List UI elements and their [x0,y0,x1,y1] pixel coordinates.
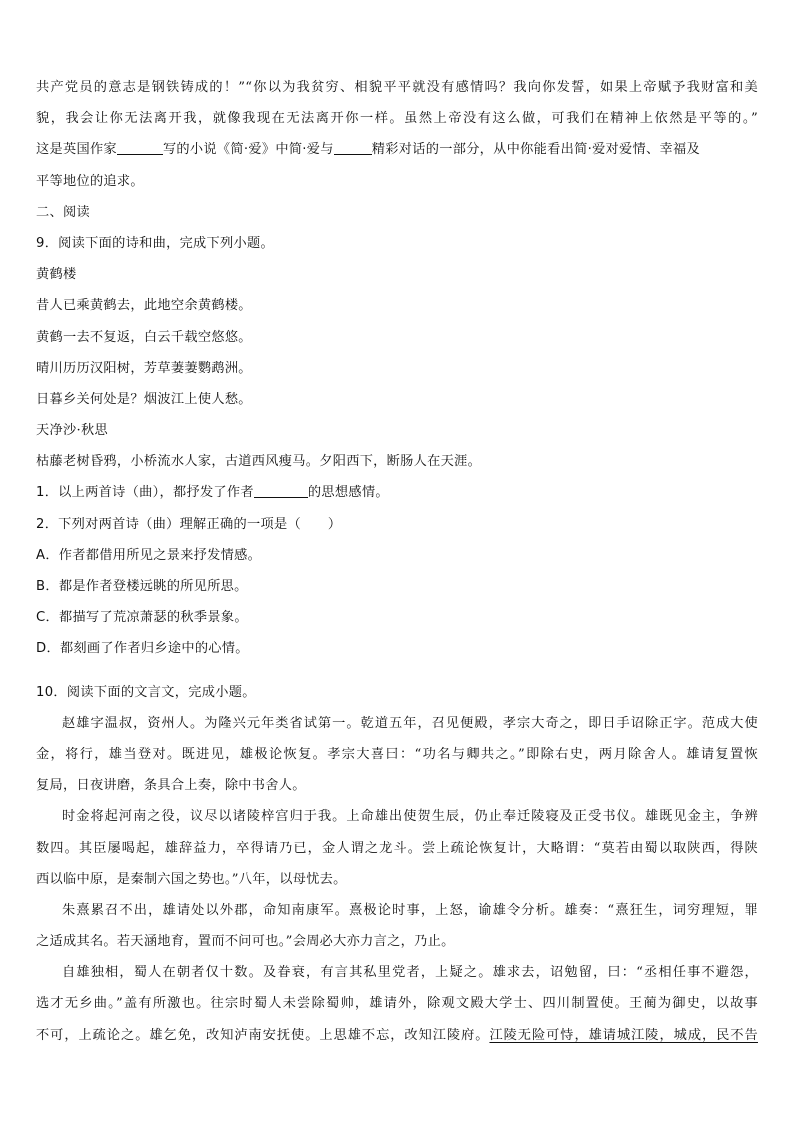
poem-1-line: 黄鹤一去不复返，白云千载空悠悠。 [36,329,252,345]
poem-2-text: 枯藤老树昏鸦，小桥流水人家，古道西风瘦马。夕阳西下，断肠人在天涯。 [36,454,482,470]
passage-line: 自雄独相，蜀人在朝者仅十数。及眷衰，有言其私里党者，上疑之。雄求去，诏勉留，曰：“丞相任事不避怨， [62,965,758,981]
poem-1-line: 昔人已乘黄鹤去，此地空余黄鹤楼。 [36,298,252,314]
intro-line-3-part-b: 写的小说《简·爱》中简·爱与 [162,142,334,158]
author-blank[interactable] [117,140,163,155]
intro-line-1: 共产党员的意志是钢铁铸成的！”“你以为我贫穷、相貌平平就没有感情吗？我向你发誓，如果上帝赋予我财富和美 [36,80,758,95]
passage-line: 复局，日夜讲磨，条具合上奏，除中书舍人。 [36,778,306,794]
poem-1-line: 晴川历历汉阳树，芳草萋萋鹦鹉洲。 [36,360,252,376]
passage-line: 选才无乡曲。”盖有所激也。往宗时蜀人未尝除蜀帅，雄请外，除观文殿大学士、四川制置使。王蔺为御史，以故事 [36,996,758,1012]
intro-line-3-part-c: 精彩对话的一部分，从中你能看出简·爱对爱情、幸福及 [371,142,700,158]
intro-line-3-part-a: 这是英国作家 [36,142,117,158]
option-b[interactable]: B．都是作者登楼远眺的所见所思。 [36,579,248,594]
poem-1-title: 黄鹤楼 [36,267,77,283]
passage-line: 金，将行，雄当登对。既进见，雄极论恢复。孝宗大喜曰：“功名与卿共之。”即除右史，两月除舍人。雄请复置恢 [36,746,758,762]
option-c[interactable]: C．都描写了荒凉萧瑟的秋季景象。 [36,610,248,626]
character-blank[interactable] [334,140,372,155]
passage-line: 数四。其臣屡喝起，雄辞益力，卒得请乃已，金人谓之龙斗。尝上疏论恢复计，大略谓：“莫若由蜀以取陕西，得陕 [36,840,758,856]
intro-line-4: 平等地位的追求。 [36,173,144,189]
sub-question-1 [36,483,758,503]
underlined-sentence: 江陵无险可恃，雄请城江陵，城成，民不告 [489,1027,758,1043]
question-9-prompt: 9．阅读下面的诗和曲，完成下列小题。 [36,235,274,251]
answer-blank[interactable] [254,483,308,498]
intro-line-3 [36,140,758,160]
sub-question-2: 2．下列对两首诗（曲）理解正确的一项是（ ） [36,516,342,532]
passage-line: 时金将起河南之役，议尽以诸陵梓宫归于我。上命雄出使贺生辰，仍止奉迁陵寝及正受书仪。雄既见金主，争辨 [62,809,758,825]
document-page [36,78,758,1057]
passage-line: 之适成其名。若天涵地育，置而不问可也。”会周必大亦力言之，乃止。 [36,934,455,950]
passage-line: 赵雄字温叔，资州人。为隆兴元年类省试第一。乾道五年，召见便殿，孝宗大奇之，即日手诏除正字。范成大使 [62,715,758,731]
passage-line-text: 不可，上疏论之。雄乞免，改知泸南安抚使。上思雄不忘，改知江陵府。 [36,1027,490,1043]
sub-question-1-part-a: 1．以上两首诗（曲），都抒发了作者 [36,485,254,501]
section-heading-reading: 二、阅读 [36,204,90,220]
poem-1-line: 日暮乡关何处是？烟波江上使人愁。 [36,391,252,407]
option-a[interactable]: A．作者都借用所见之景来抒发情感。 [36,547,262,563]
passage-line: 西以临中原，是秦制六国之势也。”八年，以母忧去。 [36,871,347,887]
passage-line-last [36,1026,758,1046]
option-d[interactable]: D．都刻画了作者归乡途中的心情。 [36,641,249,657]
question-10-prompt: 10．阅读下面的文言文，完成小题。 [36,684,256,700]
intro-line-2: 貌，我会让你无法离开我，就像我现在无法离开你一样。虽然上帝没有这么做，可我们在精神上依然是平等的。” [36,111,758,127]
poem-2-title: 天净沙·秋思 [36,423,108,439]
sub-question-1-part-b: 的思想感情。 [307,485,389,501]
passage-line: 朱熹累召不出，雄请处以外郡，命知南康军。熹极论时事，上怒，谕雄令分析。雄奏：“熹狂生，词穷理短，罪 [62,902,758,918]
